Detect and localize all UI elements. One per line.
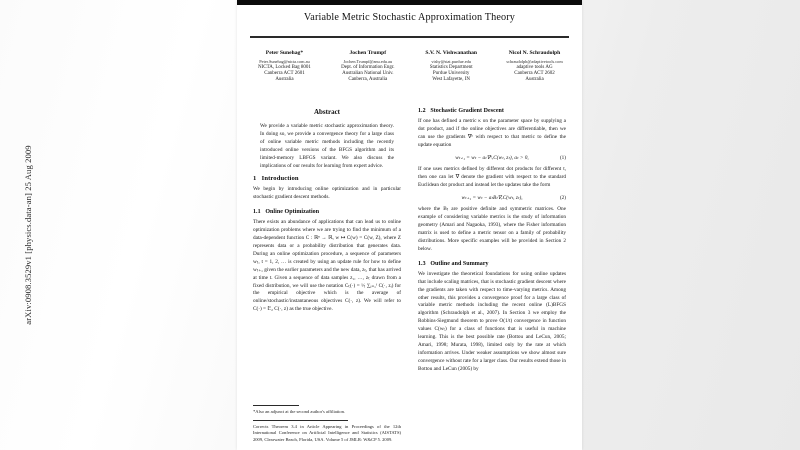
equation-1 [418, 155, 566, 161]
page-top-black-bar [237, 0, 582, 5]
author-affiliation-line: Statistics Department [429, 64, 473, 70]
author-block [245, 50, 574, 84]
section-heading-introduction [253, 175, 401, 182]
author-affiliation-line: adaptive tools AG [516, 64, 553, 70]
author-affiliation-line: Dept. of Information Engr. [341, 64, 395, 70]
author-name: Jochen Trumpf [349, 50, 387, 56]
author-entry [412, 50, 491, 84]
paper-page [237, 0, 582, 450]
subsection-title: Online Optimization [265, 208, 320, 215]
subsection-heading-online-optimization [253, 209, 401, 215]
author-name: S.V. N. Vishwanathan [425, 50, 477, 56]
subsection-title: Outline and Summary [430, 260, 489, 267]
title-horizontal-rule [250, 36, 569, 38]
affiliation-footnote: *Also an adjunct at the second author's affiliation. [253, 409, 346, 415]
author-affiliation-line: NICTA, Locked Bag 8001 [258, 64, 311, 70]
author-affiliation-line: Australia [525, 77, 544, 83]
footnote-rule [253, 405, 299, 406]
author-email: vishy@stat.purdue.edu [431, 58, 471, 64]
two-column-body [253, 108, 566, 446]
author-affiliation-line: Purdue University [432, 71, 470, 77]
author-entry [245, 50, 324, 84]
author-affiliation-line: Canberra ACT 2602 [514, 71, 555, 77]
sgd-paragraph-2: If one uses metrics defined by different dot products for different t, then one can let ∇ denote the gradient with respect to the standard Euclidean dot product and instead let the updates take the form [418, 165, 566, 188]
footnote-block [253, 401, 401, 444]
publication-note: Corrects Theorem 3.4 in Article Appearing in Proceedings of the 12th International Conference on Artificial Intelligence and Statistics (AISTATS) 2009, Clearwater Beach, Florida, USA. Volume 5 of JMLR: W&CP 5. 2009. [253, 423, 401, 443]
subsection-heading-stochastic-gradient-descent [418, 108, 566, 114]
subsection-number: 1.3 [418, 260, 426, 267]
subsection-number: 1.1 [253, 208, 261, 215]
author-email: schraudolph@adaptivetools.com [506, 58, 563, 64]
subsection-title: Stochastic Gradient Descent [430, 108, 504, 114]
equation-1-number: (1) [559, 154, 566, 161]
author-entry [495, 50, 574, 84]
author-affiliation-line: West Lafayette, IN [432, 77, 471, 83]
author-affiliation-line: Australian National Univ. [342, 71, 394, 77]
subsection-number: 1.2 [418, 108, 426, 114]
sgd-paragraph-1: If one has defined a metric κ on the parameter space by supplying a dot product, and if the online objectives are differentiable, then we can use the gradients ∇ᵏ with respect to that metric to define the update equation [418, 118, 566, 148]
right-column [418, 108, 566, 446]
abstract-text: We provide a variable metric stochastic approximation theory. In doing so, we provide a convergence theory for a large class of online variable metric methods including the recently introduced online versions of the BFGS algorithm and its limited-memory LBFGS variant. We also discuss the implications of our results for learning from expert advice. [260, 123, 394, 169]
equation-2-body: wₜ₊₁ = wₜ − aₜBₜ∇ᵥC(wₜ, zₜ), [461, 194, 523, 201]
section-number: 1 [253, 174, 257, 182]
author-email: Peter.Sunehag@nicta.com.au [259, 58, 310, 64]
author-name: Peter Sunehag* [265, 50, 304, 56]
page-title: Variable Metric Stochastic Approximation Theory [303, 12, 516, 23]
author-email: Jochen.Trumpf@anu.edu.au [343, 58, 393, 64]
equation-1-body: wₜ₊₁ = wₜ − aₜ∇ᵏᵥC(wₜ, zₜ), aₜ > 0, [455, 154, 529, 161]
publication-rule [253, 420, 348, 421]
subsection-heading-outline-and-summary [418, 261, 566, 267]
sgd-paragraph-3: where the Bₜ are positive definite and symmetric matrices. One example of considering variable metrics is the study of information geometry (Amari and Nagaoka, 1993), where the Fisher information matrix is used to define a metric tensor on a family of probability distributions. More specific examples will be provided in Section 2 below. [418, 205, 566, 252]
arxiv-stamp: arXiv:0908.3529v1 [physics.data-an] 25 Aug 2009 [23, 145, 33, 325]
author-entry [328, 50, 407, 84]
author-name: Nicol N. Schraudolph [508, 50, 561, 56]
equation-2 [418, 195, 566, 201]
author-affiliation-line: Canberra, Australia [348, 77, 388, 83]
equation-2-number: (2) [559, 194, 566, 201]
introduction-paragraph: We begin by introducing online optimization and in particular stochastic gradient descent methods. [253, 185, 401, 200]
left-column [253, 108, 401, 446]
section-title: Introduction [261, 174, 299, 182]
abstract-heading: Abstract [313, 108, 341, 116]
author-affiliation-line: Canberra ACT 2601 [264, 71, 305, 77]
author-affiliation-line: Australia [275, 77, 294, 83]
abstract-body [253, 123, 401, 171]
online-optimization-paragraph: There exists an abundance of applications that can lead us to online optimization problems where we are trying to find the minimum of a data-dependent function C : ℝⁿ → ℝ, w ↦ C(w) = C(w, Z), where Z represents data or a probability distribution that generates data. During an online optimization procedure, a sequence of parameters wₜ, t = 1, 2, … is created by using an update rule for how to define wₜ₊₁ given the earlier parameters and the new data, zₜ, that has arrived at time t. Given a sequence of data samples z₁, …, zₜ drawn from a fixed distribution, we will use the notation Cₜ(·) = ¹⁄ₜ ∑ᵢ₌₁ᶠ C(·, zᵢ) for the empirical objective which is the average of online/stochastic/instantaneous objectives C(·, z). We will refer to C(·) = 𝔼₂ C(·, z) as the true objective. [253, 218, 401, 313]
outline-paragraph: We investigate the theoretical foundations for using online updates that include scaling matrices, that is stochastic gradient descent where the gradients are taken with respect to time-varying metrics. Among other results, this provides a convergence proof for a large class of variable metric methods including the recent online (L)BFGS algorithm (Schraudolph et al., 2007). In Section 3 we employ the Robbins-Siegmund theorem to prove O(1/t) convergence in function values C(wₜ) for a class of functions that is useful in machine learning. This is the best possible rate (Bottou and LeCun, 2005; Amari, 1998; Murata, 1998), limited only by the rate at which information arrives. Under weaker assumptions we show almost sure convergence without rate for a larger class. Our results extend those in Bottou and LeCun (2005) by [418, 270, 566, 373]
